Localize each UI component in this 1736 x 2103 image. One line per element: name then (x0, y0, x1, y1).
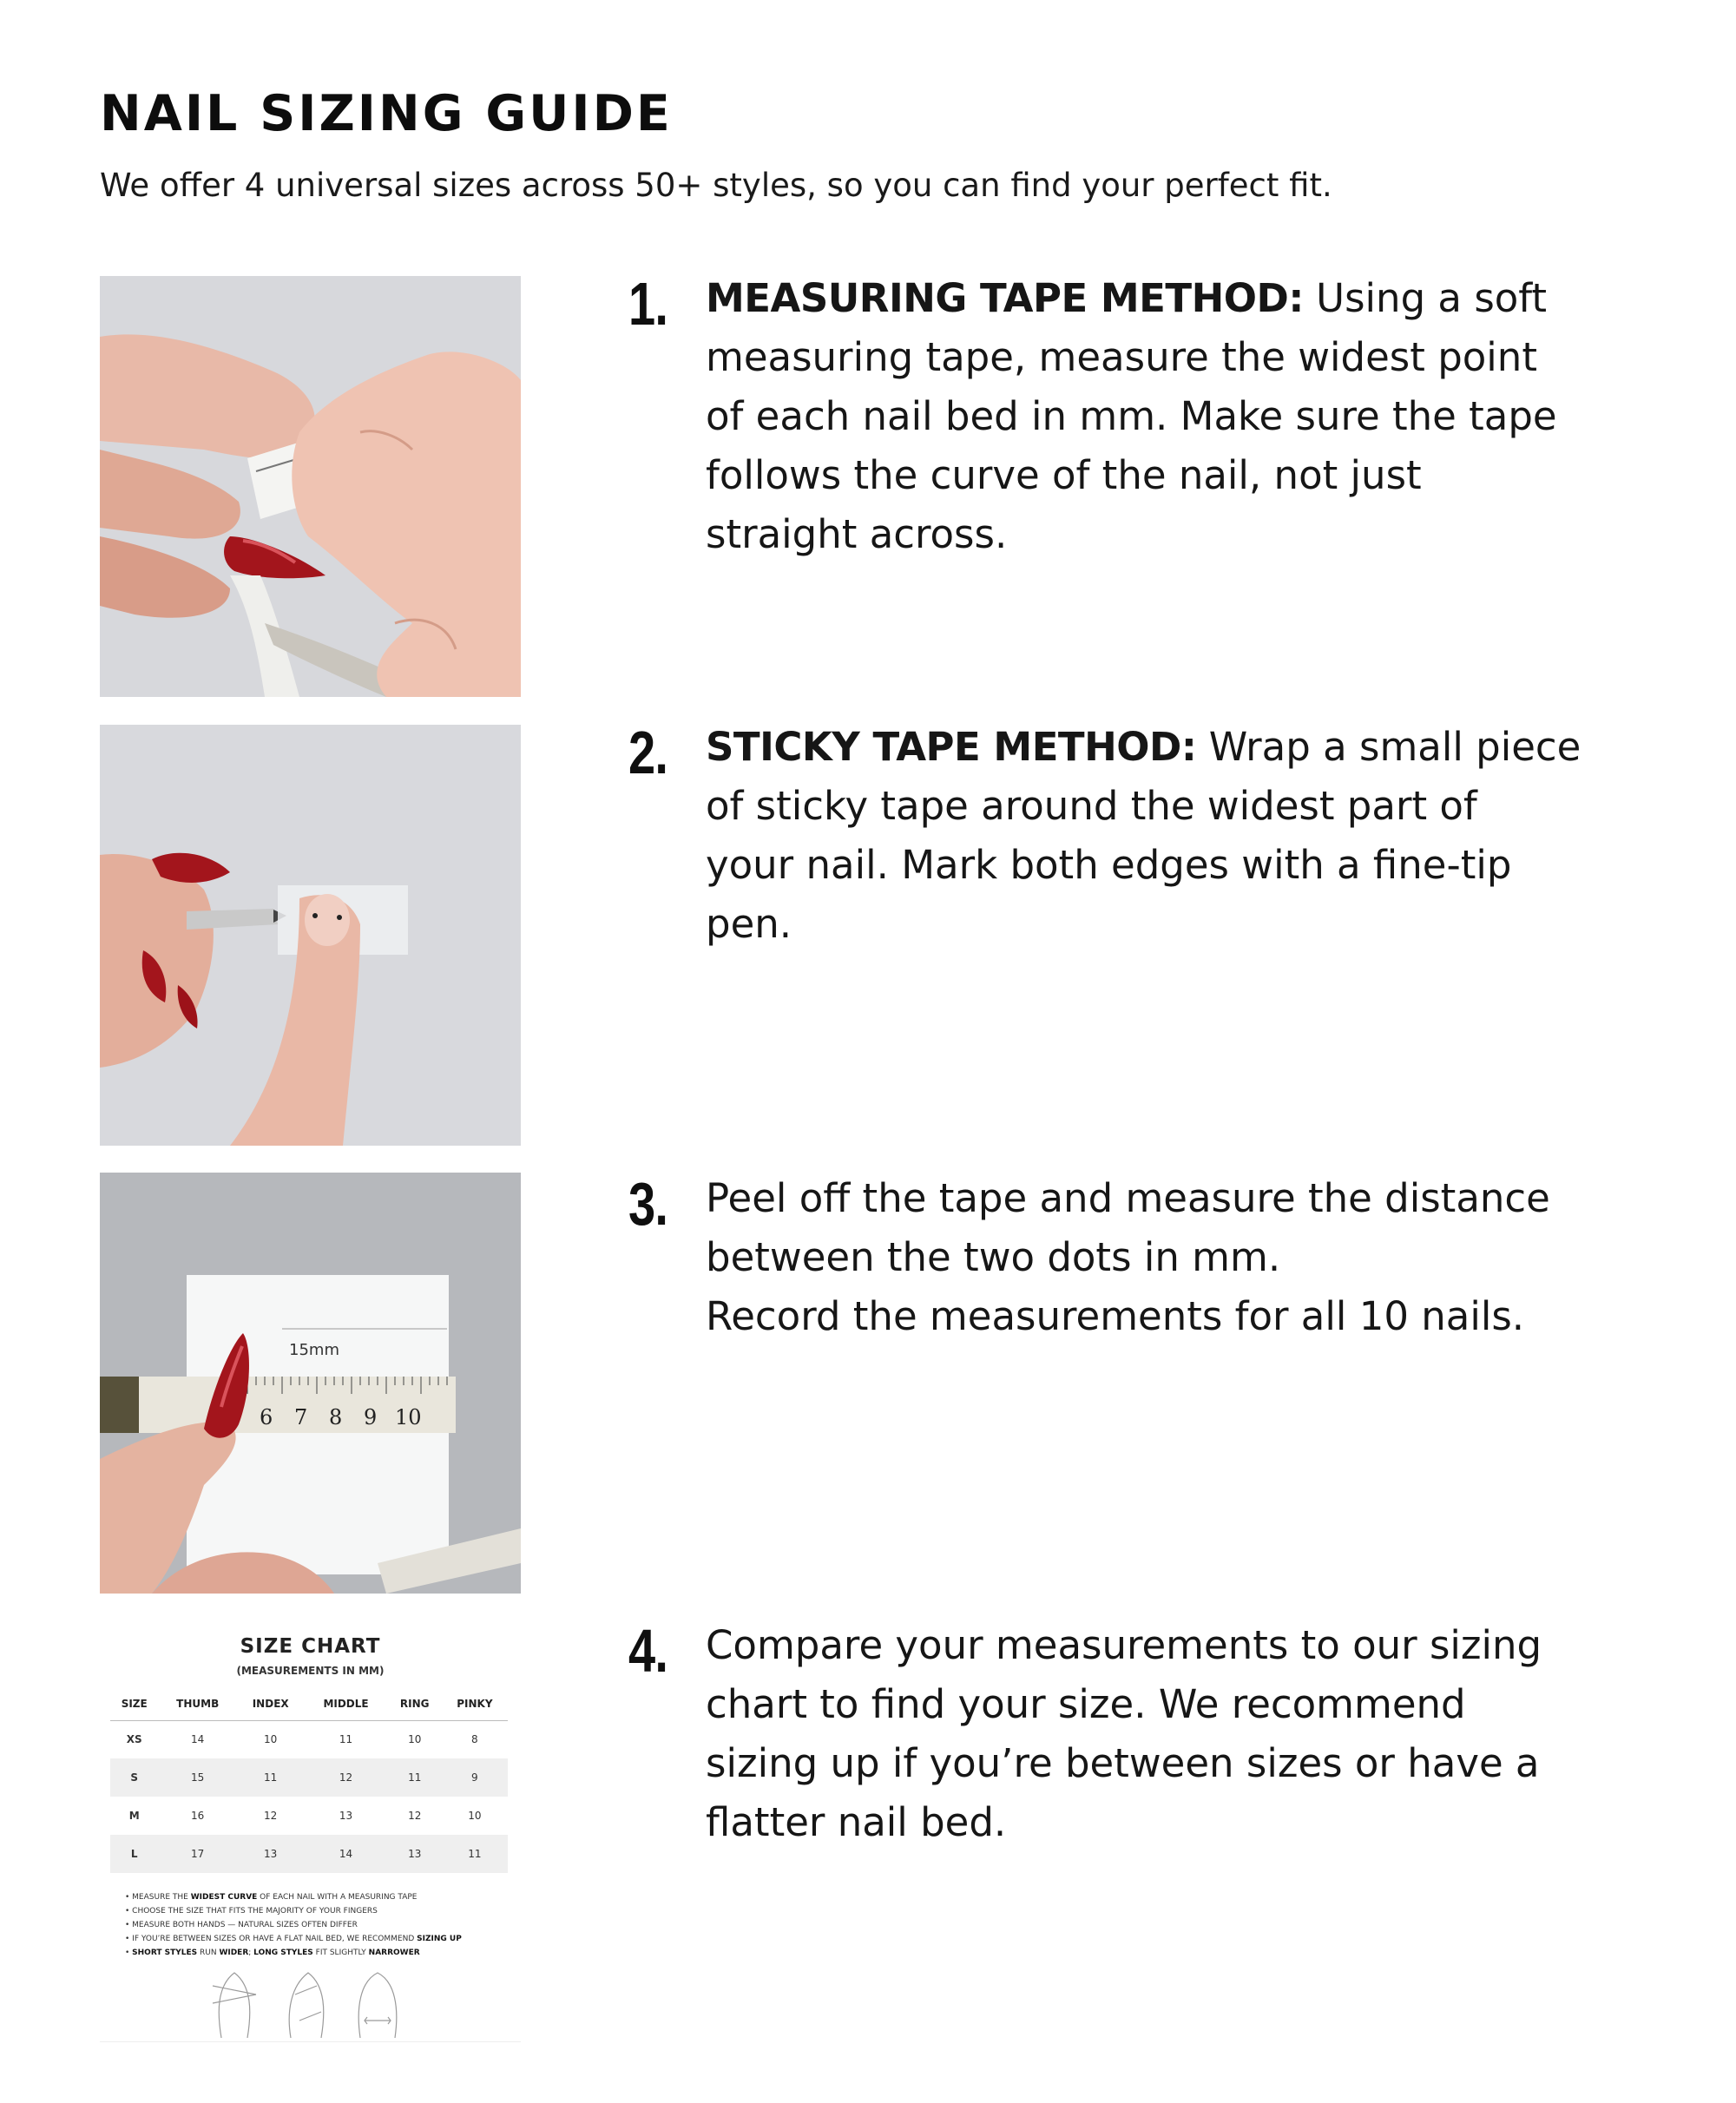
column-header: THUMB (158, 1687, 237, 1720)
table-cell: 10 (408, 1733, 422, 1746)
step-2-heading: STICKY TAPE METHOD: (706, 724, 1197, 770)
table-row (110, 1835, 508, 1873)
note-item: • IF YOU’RE BETWEEN SIZES OR HAVE A FLAT NAIL BED, WE RECOMMEND SIZING UP (125, 1932, 516, 1946)
finger-illustration (204, 1968, 421, 2038)
table-cell: M (128, 1810, 140, 1822)
step-3-number: 3. (628, 1170, 668, 1238)
table-cell: 16 (191, 1810, 205, 1822)
size-chart-header-row (110, 1687, 508, 1720)
note-item: • MEASURE BOTH HANDS — NATURAL SIZES OFTEN DIFFER (125, 1918, 516, 1932)
column-header: PINKY (442, 1687, 508, 1720)
tape-number: 10 (395, 1405, 422, 1429)
photo-measure-distance (100, 1173, 521, 1594)
table-row (110, 1797, 508, 1835)
photo-sticky-tape (100, 725, 521, 1146)
table-cell: 8 (471, 1733, 478, 1746)
table-cell: 12 (264, 1810, 278, 1822)
size-chart-title: SIZE CHART (240, 1635, 381, 1658)
table-cell: 13 (237, 1835, 304, 1873)
page-subtitle: We offer 4 universal sizes across 50+ styles, so you can find your perfect fit. (100, 167, 1332, 204)
page-title: NAIL SIZING GUIDE (100, 85, 673, 142)
tape-number: 8 (329, 1405, 343, 1429)
step-3-text: Peel off the tape and measure the distance between the two dots in mm. Record the measurements for all 10 nails. (706, 1175, 1550, 1339)
step-4-number: 4. (628, 1617, 668, 1685)
step-4-text: Compare your measurements to our sizing chart to find your size. We recommend sizing up if you’re between sizes or have a flatter nail bed. (706, 1622, 1542, 1845)
step-2-text: STICKY TAPE METHOD: Wrap a small piece of sticky tape around the widest part of your nail. Mark both edges with a fine-tip pen. (706, 724, 1581, 947)
column-header: RING (388, 1687, 442, 1720)
size-chart-table (110, 1687, 508, 1873)
table-cell: 13 (388, 1835, 442, 1873)
table-row (110, 1758, 508, 1797)
table-cell: 13 (339, 1810, 353, 1822)
table-cell: 17 (158, 1835, 237, 1873)
table-cell: 14 (304, 1835, 387, 1873)
table-cell: 11 (388, 1758, 442, 1797)
table-cell: XS (126, 1733, 142, 1746)
note-item: • SHORT STYLES RUN WIDER; LONG STYLES FIT SLIGHTLY NARROWER (125, 1946, 516, 1960)
table-cell: 14 (191, 1733, 205, 1746)
table-cell: 9 (442, 1758, 508, 1797)
table-cell: L (110, 1835, 158, 1873)
column-header: MIDDLE (304, 1687, 387, 1720)
note-item: • MEASURE THE WIDEST CURVE OF EACH NAIL WITH A MEASURING TAPE (125, 1890, 516, 1904)
photo-handwritten-label: 15mm (289, 1341, 339, 1359)
table-cell: S (110, 1758, 158, 1797)
table-cell: 11 (339, 1733, 353, 1746)
tape-number: 6 (260, 1405, 273, 1429)
step-1-heading: MEASURING TAPE METHOD: (706, 275, 1304, 321)
tape-number: 9 (364, 1405, 378, 1429)
table-cell: 12 (304, 1758, 387, 1797)
table-cell: 15 (158, 1758, 237, 1797)
step-2-number: 2. (628, 719, 668, 786)
table-cell: 12 (408, 1810, 422, 1822)
size-chart-subtitle: (MEASUREMENTS IN MM) (236, 1665, 385, 1677)
table-cell: 10 (264, 1733, 278, 1746)
step-1-text: MEASURING TAPE METHOD: Using a soft measuring tape, measure the widest point of each nail bed in mm. Make sure the tape follows the curve of the nail, not just straight across. (706, 275, 1557, 557)
tape-number: 7 (294, 1405, 308, 1429)
column-header: SIZE (110, 1687, 158, 1720)
size-chart-notes (125, 1890, 516, 1960)
table-row (110, 1720, 508, 1758)
table-cell: 11 (442, 1835, 508, 1873)
table-cell: 11 (237, 1758, 304, 1797)
size-chart (100, 1621, 521, 2042)
table-cell: 10 (468, 1810, 482, 1822)
note-item: • CHOOSE THE SIZE THAT FITS THE MAJORITY OF YOUR FINGERS (125, 1904, 516, 1918)
photo-measuring-tape (100, 276, 521, 697)
column-header: INDEX (237, 1687, 304, 1720)
step-1-number: 1. (628, 270, 668, 338)
